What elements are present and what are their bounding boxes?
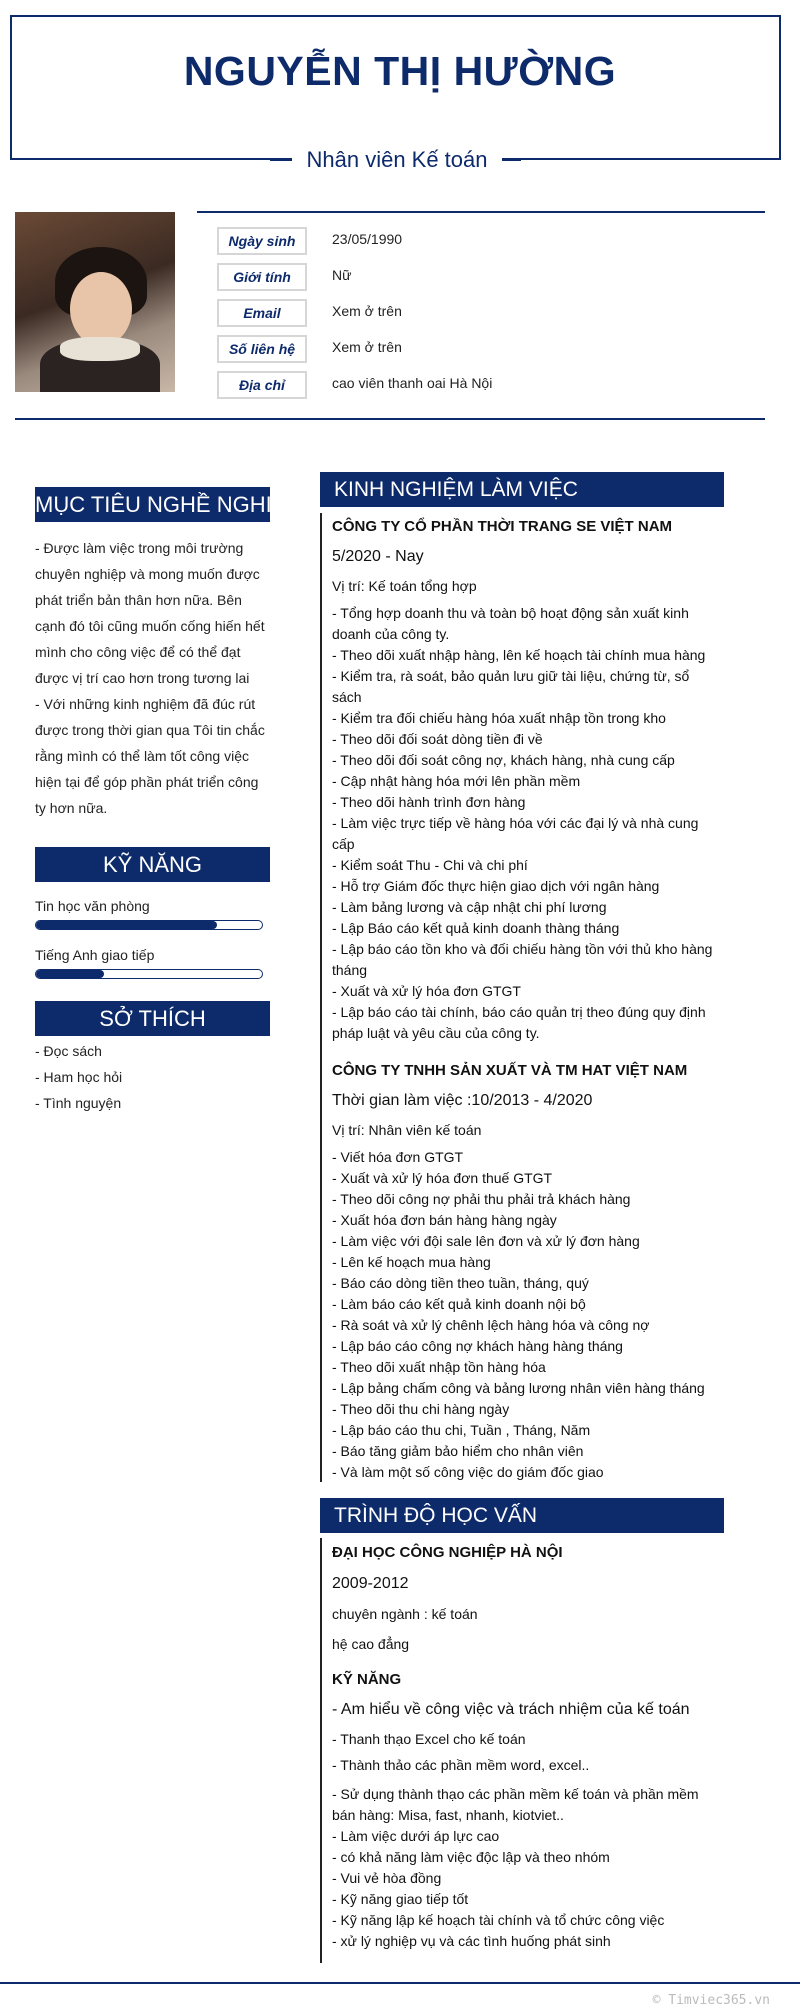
info-label: Email xyxy=(217,299,307,327)
skill-fill xyxy=(36,970,104,978)
info-value: 23/05/1990 xyxy=(332,231,403,247)
skill-label: Tin học văn phòng xyxy=(35,898,150,914)
job-period: Thời gian làm việc :10/2013 - 4/2020 xyxy=(332,1092,593,1109)
info-row-address xyxy=(217,371,737,401)
edu-skills-heading: KỸ NĂNG xyxy=(332,1671,402,1688)
skill-bar xyxy=(35,969,263,979)
objective-text: - Được làm việc trong môi trường chuyên nghiệp và mong muốn được phát triển bản thân hơn nữa. Bên cạnh đó tôi cũng muốn cống hiến hết mình cho công việc để có thể đạt được vị trí cao hơn trong tương lai - Với những kinh nghiệm đã đúc rút được trong thời gian qua Tôi tin chắc rằng mình có thể làm tốt công việc hiện tại để góp phần phát triển công ty hơn nữa. xyxy=(35,540,265,816)
duty-item: - Lập bảng chấm công và bảng lương nhân viên hàng tháng xyxy=(332,1380,705,1396)
info-top-rule xyxy=(197,211,765,213)
edu-skill-item: - Thành thảo các phần mềm word, excel.. xyxy=(332,1757,590,1773)
education-timeline xyxy=(320,1538,322,1963)
duty-item: - Lên kế hoạch mua hàng xyxy=(332,1254,491,1270)
company-name: CÔNG TY TNHH SẢN XUẤT VÀ TM HAT VIỆT NAM xyxy=(332,1062,688,1079)
info-bottom-rule xyxy=(15,418,765,420)
duty-item: - Báo cáo dòng tiền theo tuần, tháng, quý xyxy=(332,1275,589,1291)
major: chuyên ngành : kế toán xyxy=(332,1606,478,1622)
footer-rule xyxy=(0,1982,800,1984)
experience-heading: KINH NGHIỆM LÀM VIỆC xyxy=(320,472,724,507)
edu-skill-item: - Sử dụng thành thạo các phần mềm kế toán và phần mềm bán hàng: Misa, fast, nhanh, kiotviet.. xyxy=(332,1786,699,1823)
edu-skills-intro: - Am hiểu về công việc và trách nhiệm của kế toán xyxy=(332,1701,690,1718)
duty-item: - Làm việc trực tiếp về hàng hóa với các đại lý và nhà cung cấp xyxy=(332,815,699,852)
edu-skill-item: - Kỹ năng giao tiếp tốt xyxy=(332,1891,469,1907)
info-label: Số liên hệ xyxy=(217,335,307,363)
job-position: Nhân viên Kế toán xyxy=(292,147,502,173)
info-label: Ngày sinh xyxy=(217,227,307,255)
duty-item: - Báo tăng giảm bảo hiểm cho nhân viên xyxy=(332,1443,584,1459)
duty-item: - Hỗ trợ Giám đốc thực hiện giao dịch với ngân hàng xyxy=(332,878,660,894)
duty-item: - Rà soát và xử lý chênh lệch hàng hóa và công nợ xyxy=(332,1317,650,1333)
info-row-email xyxy=(217,299,737,329)
skill-label: Tiếng Anh giao tiếp xyxy=(35,947,155,963)
info-value: cao viên thanh oai Hà Nội xyxy=(332,375,493,391)
duty-item: - Lập báo cáo công nợ khách hàng hàng tháng xyxy=(332,1338,623,1354)
job-duties xyxy=(332,603,717,1044)
info-value: Xem ở trên xyxy=(332,303,402,319)
edu-skills-list xyxy=(332,1784,717,1952)
duty-item: - Làm báo cáo kết quả kinh doanh nội bộ xyxy=(332,1296,586,1312)
duty-item: - Kiểm tra, rà soát, bảo quản lưu giữ tài liệu, chứng từ, sổ sách xyxy=(332,668,690,705)
hobbies-heading: SỞ THÍCH xyxy=(35,1001,270,1036)
duty-item: - Kiểm soát Thu - Chi và chi phí xyxy=(332,857,528,873)
info-value: Nữ xyxy=(332,267,352,283)
skills-heading: KỸ NĂNG xyxy=(35,847,270,882)
duty-item: - Làm bảng lương và cập nhật chi phí lương xyxy=(332,899,607,915)
duty-item: - Theo dõi xuất nhập hàng, lên kế hoạch tài chính mua hàng xyxy=(332,647,706,663)
info-row-phone xyxy=(217,335,737,365)
objective-heading: MỤC TIÊU NGHỀ NGHIỆP xyxy=(35,487,270,522)
education-level: hệ cao đẳng xyxy=(332,1636,410,1652)
job-role: Vị trí: Nhân viên kế toán xyxy=(332,1122,482,1138)
duty-item: - Theo dõi đối soát công nợ, khách hàng, nhà cung cấp xyxy=(332,752,675,768)
info-value: Xem ở trên xyxy=(332,339,402,355)
info-row-birthday xyxy=(217,227,737,257)
info-row-gender xyxy=(217,263,737,293)
edu-skill-item: - có khả năng làm việc độc lập và theo nhóm xyxy=(332,1849,610,1865)
duty-item: - Viết hóa đơn GTGT xyxy=(332,1149,464,1165)
duty-item: - Lập Báo cáo kết quả kinh doanh thàng tháng xyxy=(332,920,620,936)
duty-item: - Xuất và xử lý hóa đơn GTGT xyxy=(332,983,521,999)
duty-item: - Kiểm tra đối chiếu hàng hóa xuất nhập tồn trong kho xyxy=(332,710,666,726)
candidate-name: NGUYỄN THỊ HƯỜNG xyxy=(183,48,617,94)
profile-photo xyxy=(15,212,175,392)
skill-bar xyxy=(35,920,263,930)
duty-item: - Theo dõi thu chi hàng ngày xyxy=(332,1401,510,1417)
edu-skill-item: - Kỹ năng lập kế hoạch tài chính và tổ chức công việc xyxy=(332,1912,665,1928)
duty-item: - Tổng hợp doanh thu và toàn bộ hoạt động sản xuất kinh doanh của công ty. xyxy=(332,605,689,642)
edu-skill-item: - Vui vẻ hòa đồng xyxy=(332,1870,442,1886)
duty-item: - Cập nhật hàng hóa mới lên phần mềm xyxy=(332,773,581,789)
edu-skill-item: - Làm việc dưới áp lực cao xyxy=(332,1828,500,1844)
hobby-item: - Tình nguyện xyxy=(35,1095,122,1111)
duty-item: - Lập báo cáo thu chi, Tuần , Tháng, Năm xyxy=(332,1422,591,1438)
watermark: © Timviec365.vn xyxy=(652,1993,770,2008)
hobby-item: - Đọc sách xyxy=(35,1043,102,1059)
company-name: CÔNG TY CỔ PHẦN THỜI TRANG SE VIỆT NAM xyxy=(332,518,673,535)
edu-skill-item: - xử lý nghiệp vụ và các tình huống phát sinh xyxy=(332,1933,611,1949)
duty-item: - Xuất hóa đơn bán hàng hàng ngày xyxy=(332,1212,557,1228)
experience-timeline xyxy=(320,513,322,1482)
hobby-item: - Ham học hỏi xyxy=(35,1069,123,1085)
study-period: 2009-2012 xyxy=(332,1575,409,1592)
edu-skill-item: - Thanh thạo Excel cho kế toán xyxy=(332,1731,526,1747)
job-role: Vị trí: Kế toán tổng hợp xyxy=(332,578,477,594)
duty-item: - Xuất và xử lý hóa đơn thuế GTGT xyxy=(332,1170,553,1186)
info-label: Giới tính xyxy=(217,263,307,291)
info-label: Địa chỉ xyxy=(217,371,307,399)
duty-item: - Làm việc với đội sale lên đơn và xử lý đơn hàng xyxy=(332,1233,640,1249)
position-line xyxy=(0,139,800,179)
school-name: ĐẠI HỌC CÔNG NGHIỆP HÀ NỘI xyxy=(332,1544,563,1561)
job-period: 5/2020 - Nay xyxy=(332,548,424,565)
duty-item: - Theo dõi hành trình đơn hàng xyxy=(332,794,526,810)
duty-item: - Và làm một số công việc do giám đốc giao xyxy=(332,1464,604,1480)
duty-item: - Theo dõi xuất nhập tồn hàng hóa xyxy=(332,1359,546,1375)
job-duties xyxy=(332,1147,717,1483)
duty-item: - Theo dõi đối soát dòng tiền đi về xyxy=(332,731,543,747)
duty-item: - Lập báo cáo tài chính, báo cáo quản trị theo đúng quy định pháp luật và yêu cầu của công ty. xyxy=(332,1004,706,1041)
duty-item: - Theo dõi công nợ phải thu phải trả khách hàng xyxy=(332,1191,631,1207)
duty-item: - Lập báo cáo tồn kho và đối chiếu hàng tồn với thủ kho hàng tháng xyxy=(332,941,713,978)
skill-fill xyxy=(36,921,217,929)
education-heading: TRÌNH ĐỘ HỌC VẤN xyxy=(320,1498,724,1533)
